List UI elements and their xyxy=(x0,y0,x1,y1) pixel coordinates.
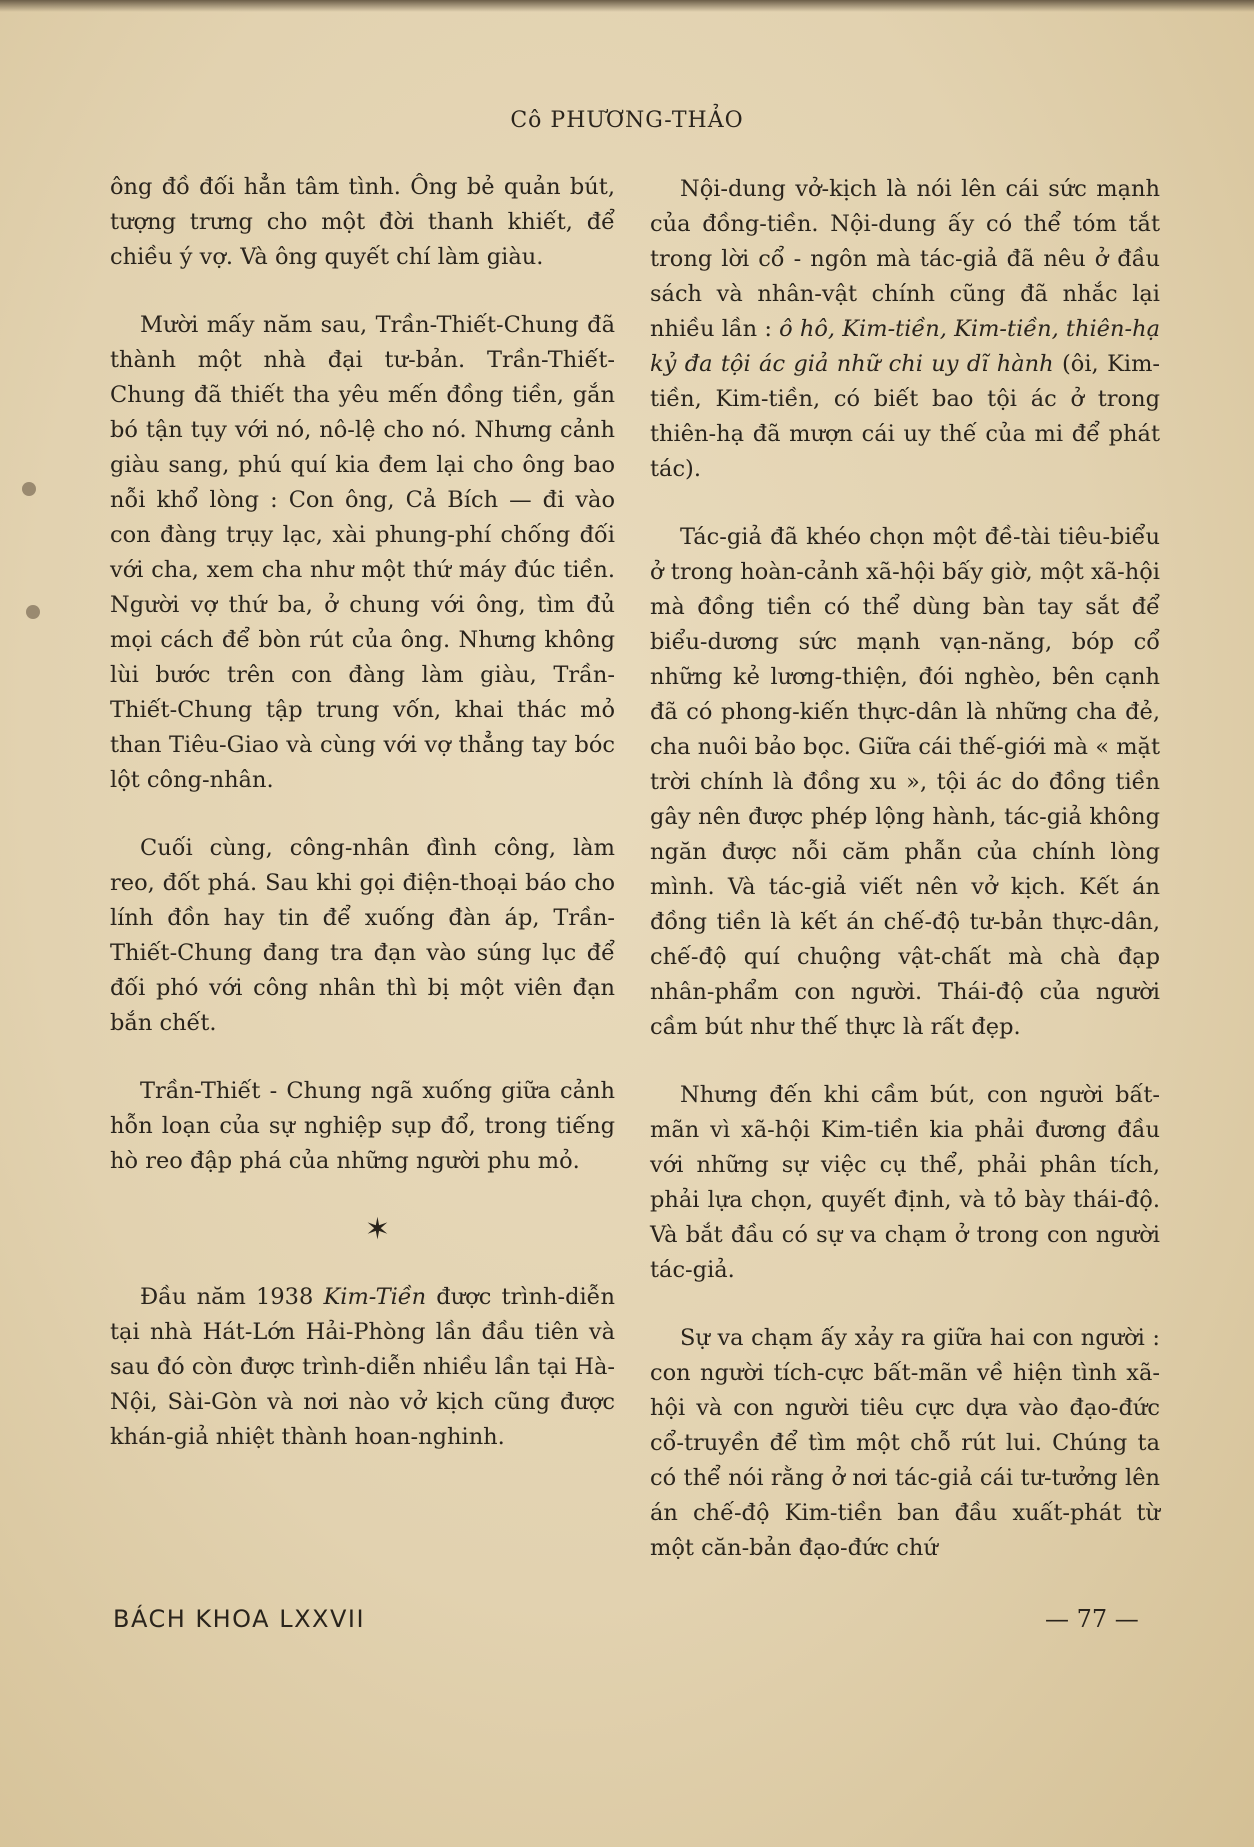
text-span: được trình-diễn tại nhà Hát-Lớn Hải-Phòng lần đầu tiên và sau đó còn được trình-diễn nhiều lần tại Hà-Nội, Sài-Gòn và nơi nào vở kịch cũng được khán-giả nhiệt thành hoan-nghinh. xyxy=(110,1284,616,1450)
paragraph: Tác-giả đã khéo chọn một đề-tài tiêu-biểu ở trong hoàn-cảnh xã-hội bấy giờ, một xã-hội mà đồng tiền có thể dùng bàn tay sắt để biểu-dương sức mạnh vạn-năng, bóp cổ những kẻ lương-thiện, đói nghèo, bên cạnh đã có phong-kiến thực-dân là những cha đẻ, cha nuôi bảo bọc. Giữa cái thế-giới mà « mặt trời chính là đồng xu », tội ác do đồng tiền gây nên được phép lộng hành, tác-giả không ngăn được nỗi căm phẫn của chính lòng mình. Và tác-giả viết nên vở kịch. Kết án đồng tiền là kết án chế-độ tư-bản thực-dân, chế-độ quí chuộng vật-chất mà chà đạp nhân-phẩm con người. Thái-độ của người cầm bút như thế thực là rất đẹp. xyxy=(650,524,1160,1040)
play-title: Kim-Tiền xyxy=(323,1284,427,1310)
page-top-edge xyxy=(0,0,1254,12)
paragraph: Sự va chạm ấy xảy ra giữa hai con người : con người tích-cực bất-mãn về hiện tình xã-hội và con người tiêu cực dựa vào đạo-đức cổ-truyền để tìm một chỗ rút lui. Chúng ta có thể nói rằng ở nơi tác-giả cái tư-tưởng lên án chế-độ Kim-tiền ban đầu xuất-phát từ một căn-bản đạo-đức chứ xyxy=(650,1325,1160,1561)
text-span: Nội-dung vở-kịch là nói lên cái sức mạnh của đồng-tiền. Nội-dung ấy có thể tóm tắt trong lời cổ - ngôn mà tác-giả đã nêu ở đầu sách và nhân-vật chính cũng đã nhắc lại nhiều lần : xyxy=(650,176,1160,342)
paragraph: Mười mấy năm sau, Trần-Thiết-Chung đã thành một nhà đại tư-bản. Trần-Thiết-Chung đã thiết tha yêu mến đồng tiền, gắn bó tận tụy với nó, nô-lệ cho nó. Nhưng cảnh giàu sang, phú quí kia đem lại cho ông bao nỗi khổ lòng : Con ông, Cả Bích — đi vào con đàng trụy lạc, xài phung-phí chống đối với cha, xem cha như một thứ máy đúc tiền. Người vợ thứ ba, ở chung với ông, tìm đủ mọi cách để bòn rút của ông. Nhưng không lùi bước trên con đàng làm giàu, Trần-Thiết-Chung tập trung vốn, khai thác mỏ than Tiêu-Giao và cùng với vợ thẳng tay bóc lột công-nhân. xyxy=(110,312,615,793)
punch-hole xyxy=(26,605,40,619)
running-head: Cô PHƯƠNG-THẢO xyxy=(510,108,744,133)
text-span: (ôi, Kim-tiền, Kim-tiền, có biết bao tội ác ở trong thiên-hạ đã mượn cái uy thế của mi để phát tác). xyxy=(650,351,1161,482)
paragraph xyxy=(110,1280,615,1455)
section-divider-star: ✶ xyxy=(364,1212,391,1247)
quotation: ô hô, Kim-tiền, Kim-tiền, thiên-hạ kỷ đa tội ác giả nhữ chi uy dĩ hành xyxy=(650,316,1160,377)
paragraph: Trần-Thiết - Chung ngã xuống giữa cảnh hỗn loạn của sự nghiệp sụp đổ, trong tiếng hò reo đập phá của những người phu mỏ. xyxy=(110,1078,615,1174)
right-column xyxy=(650,172,1160,1599)
footer-publication: BÁCH KHOA LXXVII xyxy=(113,1605,366,1633)
left-column xyxy=(110,170,615,1488)
paragraph: Nhưng đến khi cầm bút, con người bất-mãn vì xã-hội Kim-tiền kia phải đương đầu với những sự việc cụ thể, phải phân tích, phải lựa chọn, quyết định, và tỏ bày thái-độ. Và bắt đầu có sự va chạm ở trong con người tác-giả. xyxy=(650,1082,1160,1283)
paragraph: ông đồ đối hẳn tâm tình. Ông bẻ quản bút, tượng trưng cho một đời thanh khiết, để chiều ý vợ. Và ông quyết chí làm giàu. xyxy=(110,174,615,270)
paragraph: Cuối cùng, công-nhân đình công, làm reo, đốt phá. Sau khi gọi điện-thoại báo cho lính đồn hay tin để xuống đàn áp, Trần-Thiết-Chung đang tra đạn vào súng lục để đối phó với công nhân thì bị một viên đạn bắn chết. xyxy=(110,835,615,1036)
page-number: — 77 — xyxy=(1045,1605,1139,1633)
text-span: Đầu năm 1938 xyxy=(140,1284,324,1310)
punch-hole xyxy=(22,482,36,496)
paragraph xyxy=(650,172,1160,487)
